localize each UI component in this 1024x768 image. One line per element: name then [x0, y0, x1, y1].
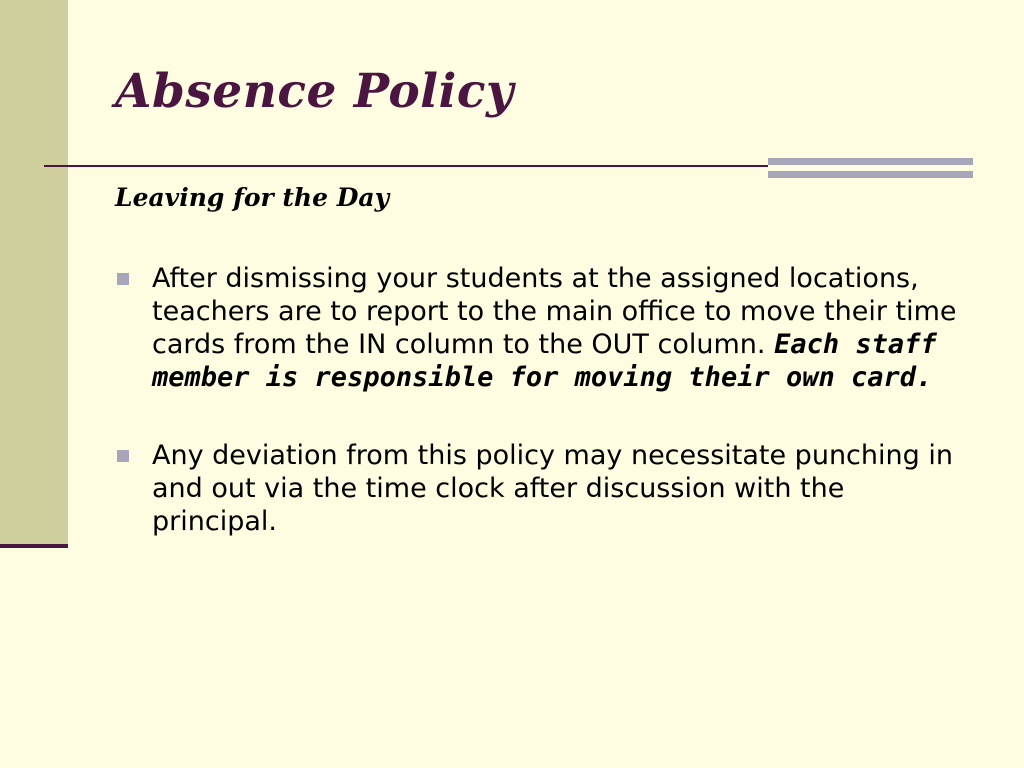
accent-bar-bottom	[768, 171, 973, 178]
bullet-emphasis-text: Each staff member is responsible for moving their own card.	[152, 329, 937, 393]
slide-title: Absence Policy	[115, 64, 514, 119]
left-band-rule	[0, 544, 68, 548]
accent-bar-top	[768, 158, 973, 165]
square-bullet-icon	[117, 450, 129, 462]
bullet-text: Any deviation from this policy may necessitate punching in and out via the time clock after discussion with the principal.	[152, 440, 953, 537]
bullet-item	[115, 439, 975, 538]
bullet-text: After dismissing your students at the assigned locations, teachers are to report to the main office to move their time cards from the IN column to the OUT column.	[152, 263, 957, 360]
square-bullet-icon	[117, 273, 129, 285]
left-decorative-band	[0, 0, 68, 545]
slide-subtitle: Leaving for the Day	[115, 183, 390, 212]
bullet-item	[115, 262, 975, 394]
title-divider	[44, 165, 768, 167]
bullet-list	[115, 262, 975, 583]
